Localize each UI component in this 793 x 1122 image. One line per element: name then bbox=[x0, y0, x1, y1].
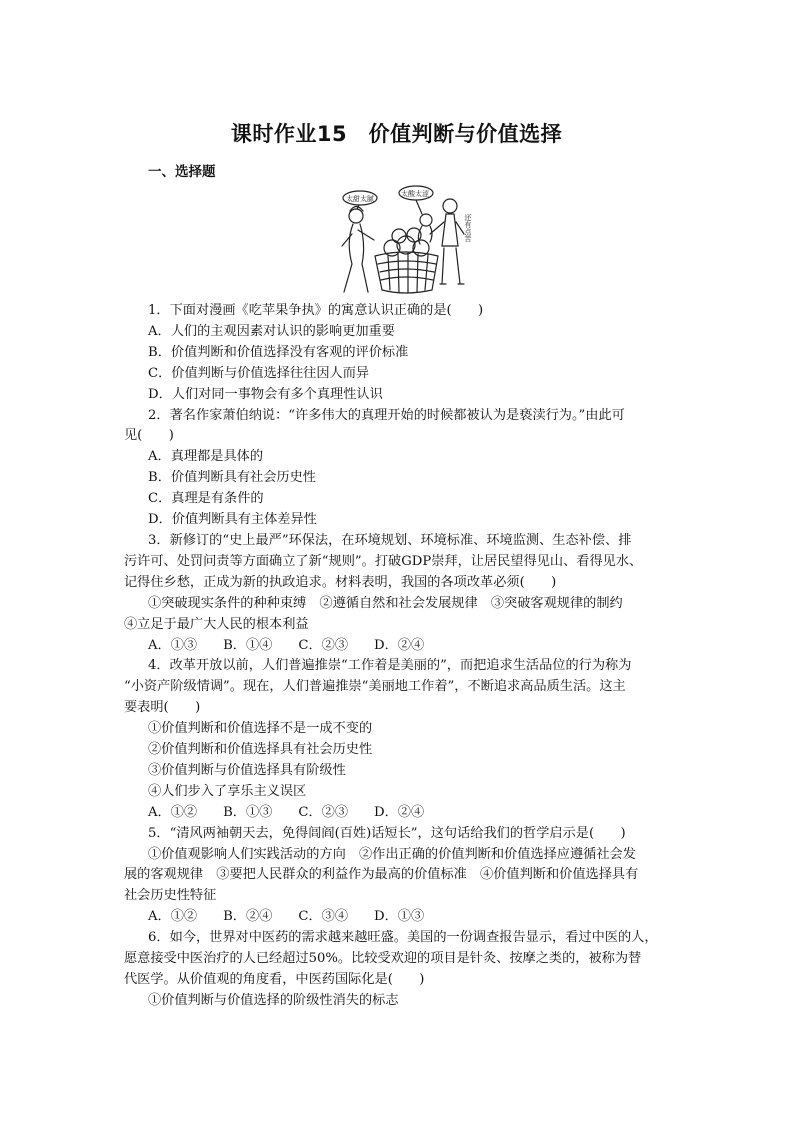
text-line: 4．改革开放以前，人们普遍推崇“工作着是美丽的”，而把追求生活品位的行为称为 bbox=[148, 658, 632, 674]
text-line: A．人们的主观因素对认识的影响更加重要 bbox=[148, 323, 395, 339]
text-line: 2．著名作家萧伯纳说：“许多伟大的真理开始的时候都被认为是亵渎行为。”由此可 bbox=[148, 407, 625, 423]
answer-option: C．②③ bbox=[298, 804, 349, 820]
text-line: ①价值观影响人们实践活动的方向 ②作出正确的价值判断和价值选择应遵循社会发 bbox=[148, 846, 636, 862]
answer-option: A．①② bbox=[148, 909, 198, 925]
answer-options bbox=[124, 803, 674, 824]
text-line: C．真理是有条件的 bbox=[148, 491, 264, 507]
text-line: 污许可、处罚问责等方面确立了新“规则”。打破GDP崇拜，让居民望得见山、看得见水、 bbox=[124, 553, 643, 569]
answer-option: A．①② bbox=[148, 804, 198, 820]
answer-options bbox=[124, 636, 674, 657]
section-heading: 一、选择题 bbox=[148, 164, 216, 180]
text-line: 代医学。从价值观的角度看，中医药国际化是( ) bbox=[124, 972, 425, 987]
side-text: 还有点苦 bbox=[464, 214, 472, 242]
text-line: A．真理都是具体的 bbox=[148, 449, 264, 465]
page-title: 课时作业15 价值判断与价值选择 bbox=[230, 122, 563, 146]
text-line: ①价值判断与价值选择的阶级性消失的标志 bbox=[148, 992, 399, 1008]
cartoon-illustration bbox=[330, 184, 480, 296]
text-line: B．价值判断和价值选择没有客观的评价标准 bbox=[148, 344, 409, 360]
answer-option: D．①③ bbox=[374, 909, 425, 925]
bubble-text: 太酸太涩 bbox=[401, 190, 429, 198]
text-line: 社会历史性特征 bbox=[124, 888, 217, 904]
answer-option: B．②④ bbox=[223, 909, 273, 925]
text-line: 展的客观规律 ③要把人民群众的利益作为最高的价值标准 ④价值判断和价值选择具有 bbox=[124, 867, 639, 883]
text-line: 愿意接受中医治疗的人已经超过50%。比较受欢迎的项目是针灸、按摩之类的，被称为替 bbox=[124, 951, 642, 967]
text-line: 记得住乡愁，正成为新的执政追求。材料表明，我国的各项改革必须( ) bbox=[124, 574, 557, 590]
text-line: 5．“清风两袖朝天去，免得闾阎(百姓)话短长”，这句话给我们的哲学启示是( ) bbox=[148, 825, 626, 841]
answer-option: C．②③ bbox=[298, 637, 349, 653]
text-line: 要表明( ) bbox=[124, 700, 201, 716]
text-line: ①突破现实条件的种种束缚 ②遵循自然和社会发展规律 ③突破客观规律的制约 bbox=[148, 595, 623, 611]
answer-option: D．②④ bbox=[374, 804, 425, 820]
basket-shape bbox=[375, 252, 438, 293]
text-line: 见( ) bbox=[124, 428, 174, 444]
text-line: ④人们步入了享乐主义误区 bbox=[148, 783, 307, 799]
text-line: D．价值判断具有主体差异性 bbox=[148, 512, 317, 528]
answer-option: C．③④ bbox=[298, 909, 349, 925]
answer-option: D．②④ bbox=[374, 637, 425, 653]
text-line: 6．如今，世界对中医药的需求越来越旺盛。美国的一份调查报告显示，看过中医的人， bbox=[148, 930, 658, 946]
text-line: ①价值判断和价值选择不是一成不变的 bbox=[148, 721, 373, 737]
text-line: ④立足于最广大人民的根本利益 bbox=[124, 616, 309, 632]
text-line: B．价值判断具有社会历史性 bbox=[148, 470, 316, 486]
answer-options bbox=[124, 907, 674, 928]
answer-option: B．①④ bbox=[223, 637, 273, 653]
answer-option: A．①③ bbox=[148, 637, 198, 653]
question-list bbox=[124, 301, 674, 1012]
bubble-text: 太甜太腻 bbox=[346, 195, 374, 203]
text-line: ③价值判断与价值选择具有阶级性 bbox=[148, 762, 346, 778]
text-line: 1．下面对漫画《吃苹果争执》的寓意认识正确的是( ) bbox=[148, 303, 484, 318]
text-line: C．价值判断与价值选择往往因人而异 bbox=[148, 365, 370, 381]
text-line: “小资产阶级情调”。现在，人们普遍推崇“美丽地工作着”，不断追求高品质生活。这主 bbox=[124, 679, 626, 695]
text-line: ②价值判断和价值选择具有社会历史性 bbox=[148, 742, 373, 758]
text-line: D．人们对同一事物会有多个真理性认识 bbox=[148, 386, 383, 402]
answer-option: B．①③ bbox=[223, 804, 273, 820]
text-line: 3．新修订的“史上最严”环保法，在环境规划、环境标准、环境监测、生态补偿、排 bbox=[148, 532, 632, 548]
